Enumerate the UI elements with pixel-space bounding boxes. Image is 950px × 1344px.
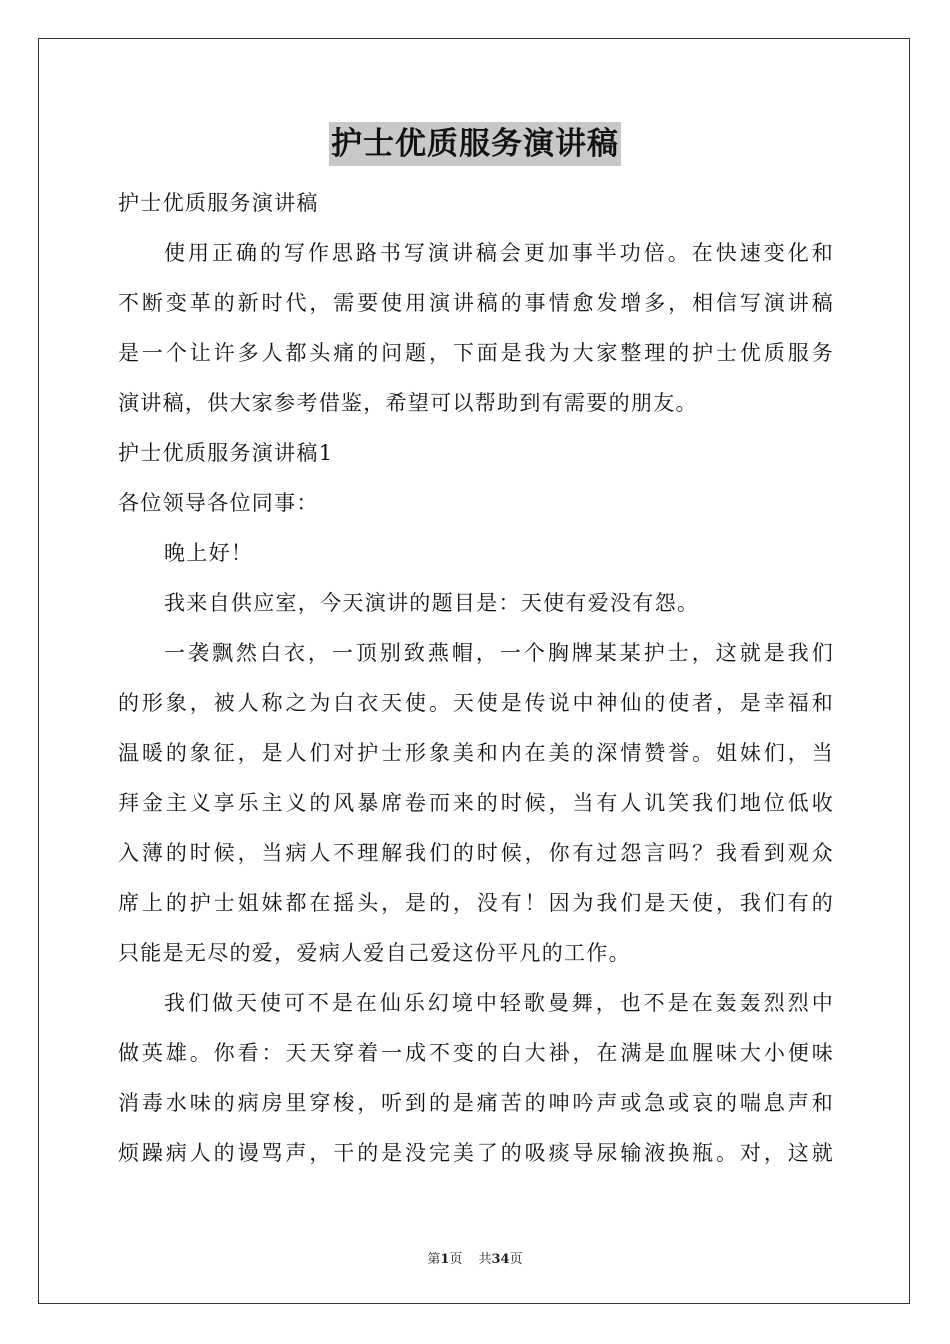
text-line: 入薄的时候，当病人不理解我们的时候，你有过怨言吗？我看到观众 <box>118 841 834 865</box>
page-number: 1 <box>440 1252 450 1267</box>
text-line: 演讲稿，供大家参考借鉴，希望可以帮助到有需要的朋友。 <box>118 391 698 415</box>
text-line: 的形象，被人称之为白衣天使。天使是传说中神仙的使者，是幸福和 <box>118 691 834 715</box>
total-suffix: 页 <box>509 1252 523 1267</box>
text-line: 拜金主义享乐主义的风暴席卷而来的时候，当有人讥笑我们地位低收 <box>118 791 834 815</box>
text-line: 烦躁病人的谩骂声，干的是没完美了的吸痰导尿输液换瓶。对，这就 <box>118 1141 834 1165</box>
text-line: 我们做天使可不是在仙乐幻境中轻歌曼舞，也不是在轰轰烈烈中 <box>164 991 834 1015</box>
paragraph-lines <box>118 228 834 1178</box>
text-line: 消毒水味的病房里穿梭，听到的是痛苦的呻吟声或急或哀的喘息声和 <box>118 1091 834 1115</box>
title-container <box>0 122 950 166</box>
text-line: 做英雄。你看：天天穿着一成不变的白大褂，在满是血腥味大小便味 <box>118 1041 834 1065</box>
page-suffix: 页 <box>449 1252 463 1267</box>
document-subtitle: 护士优质服务演讲稿 <box>118 191 319 215</box>
text-line: 温暖的象征，是人们对护士形象美和内在美的深情赞誉。姐妹们，当 <box>118 741 834 765</box>
text-line: 我来自供应室，今天演讲的题目是：天使有爱没有怨。 <box>164 591 700 615</box>
document-title: 护士优质服务演讲稿 <box>329 122 621 166</box>
text-line: 护士优质服务演讲稿1 <box>118 441 334 465</box>
text-line: 不断变革的新时代，需要使用演讲稿的事情愈发增多，相信写演讲稿 <box>118 291 834 315</box>
document-body <box>118 178 834 1178</box>
page-prefix: 第 <box>427 1252 441 1267</box>
total-prefix: 共 <box>478 1252 492 1267</box>
text-line: 使用正确的写作思路书写演讲稿会更加事半功倍。在快速变化和 <box>164 241 834 265</box>
page-footer <box>0 1248 950 1267</box>
total-pages: 34 <box>491 1252 510 1267</box>
text-line: 各位领导各位同事： <box>118 491 319 515</box>
text-line: 晚上好！ <box>164 541 254 565</box>
text-line: 只能是无尽的爱，爱病人爱自己爱这份平凡的工作。 <box>118 941 631 965</box>
text-line: 一袭飘然白衣，一顶别致燕帽，一个胸牌某某护士，这就是我们 <box>164 641 834 665</box>
text-line: 是一个让许多人都头痛的问题，下面是我为大家整理的护士优质服务 <box>118 341 834 365</box>
text-line: 席上的护士姐妹都在摇头，是的，没有！因为我们是天使，我们有的 <box>118 891 834 915</box>
